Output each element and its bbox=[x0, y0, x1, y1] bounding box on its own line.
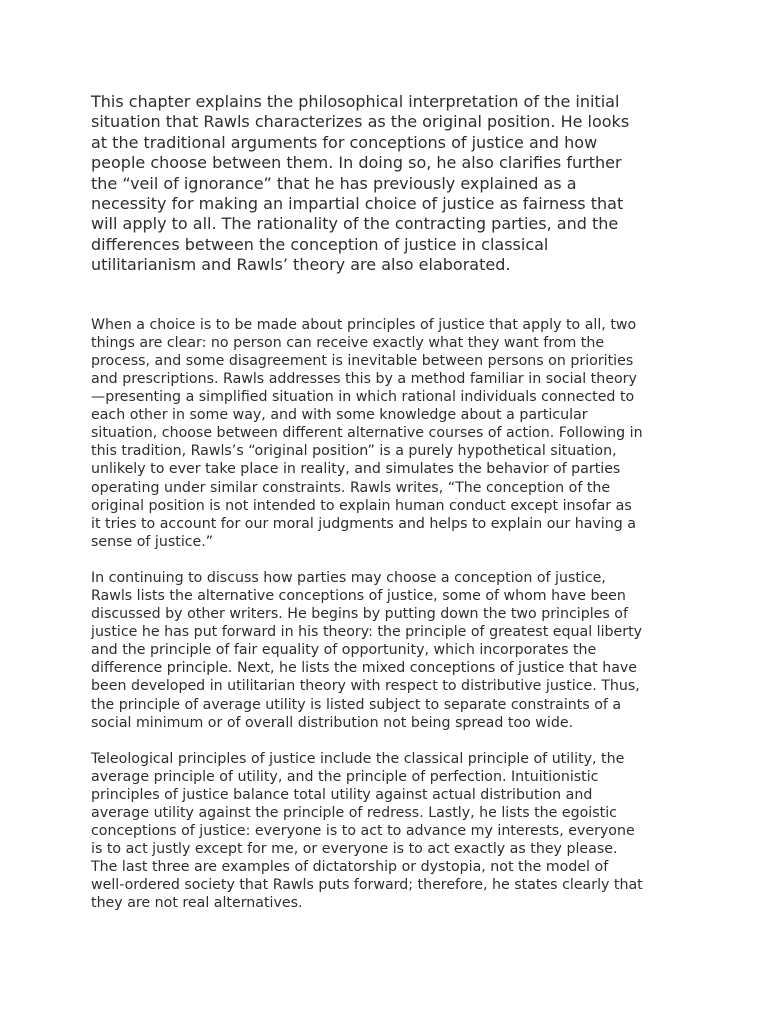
body-paragraph-1: When a choice is to be made about principles of justice that apply to all, two things are clear: no person can receive exactly what they want from the process, and some disagreement is inevitable between persons on priorities and prescriptions. Rawls addresses this by a method familiar in social theory —presenting a simplified situation in which rational individuals connected to each other in some way, and with some knowledge about a particular situation, choose between different alternative courses of action. Following in this tradition, Rawls’s “original position” is a purely hypothetical situation, unlikely to ever take place in reality, and simulates the behavior of parties operating under similar constraints. Rawls writes, “The conception of the original position is not intended to explain human conduct except insofar as it tries to account for our moral judgments and helps to explain our having a sense of justice.” bbox=[91, 316, 643, 550]
body-paragraph-3: Teleological principles of justice include the classical principle of utility, the average principle of utility, and the principle of perfection. Intuitionistic principles of justice balance total utility against actual distribution and average utility against the principle of redress. Lastly, he lists the egoistic conceptions of justice: everyone is to act to advance my interests, everyone is to act justly except for me, or everyone is to act exactly as they please. The last three are examples of dictatorship or dystopia, not the model of well-ordered society that Rawls puts forward; therefore, he states clearly that they are not real alternatives. bbox=[91, 750, 643, 912]
intro-paragraph: This chapter explains the philosophical interpretation of the initial situation that Rawls characterizes as the original position. He looks at the traditional arguments for conceptions of justice and how people choose between them. In doing so, he also clarifies further the “veil of ignorance” that he has previously explained as a necessity for making an impartial choice of justice as fairness that will apply to all. The rationality of the contracting parties, and the differences between the conception of justice in classical utilitarianism and Rawls’ theory are also elaborated. bbox=[91, 92, 630, 275]
document-page bbox=[91, 92, 691, 931]
body-paragraph-2: In continuing to discuss how parties may choose a conception of justice, Rawls lists the alternative conceptions of justice, some of whom have been discussed by other writers. He begins by putting down the two principles of justice he has put forward in his theory: the principle of greatest equal liberty and the principle of fair equality of opportunity, which incorporates the difference principle. Next, he lists the mixed conceptions of justice that have been developed in utilitarian theory with respect to distributive justice. Thus, the principle of average utility is listed subject to separate constraints of a social minimum or of overall distribution not being spread too wide. bbox=[91, 569, 643, 731]
